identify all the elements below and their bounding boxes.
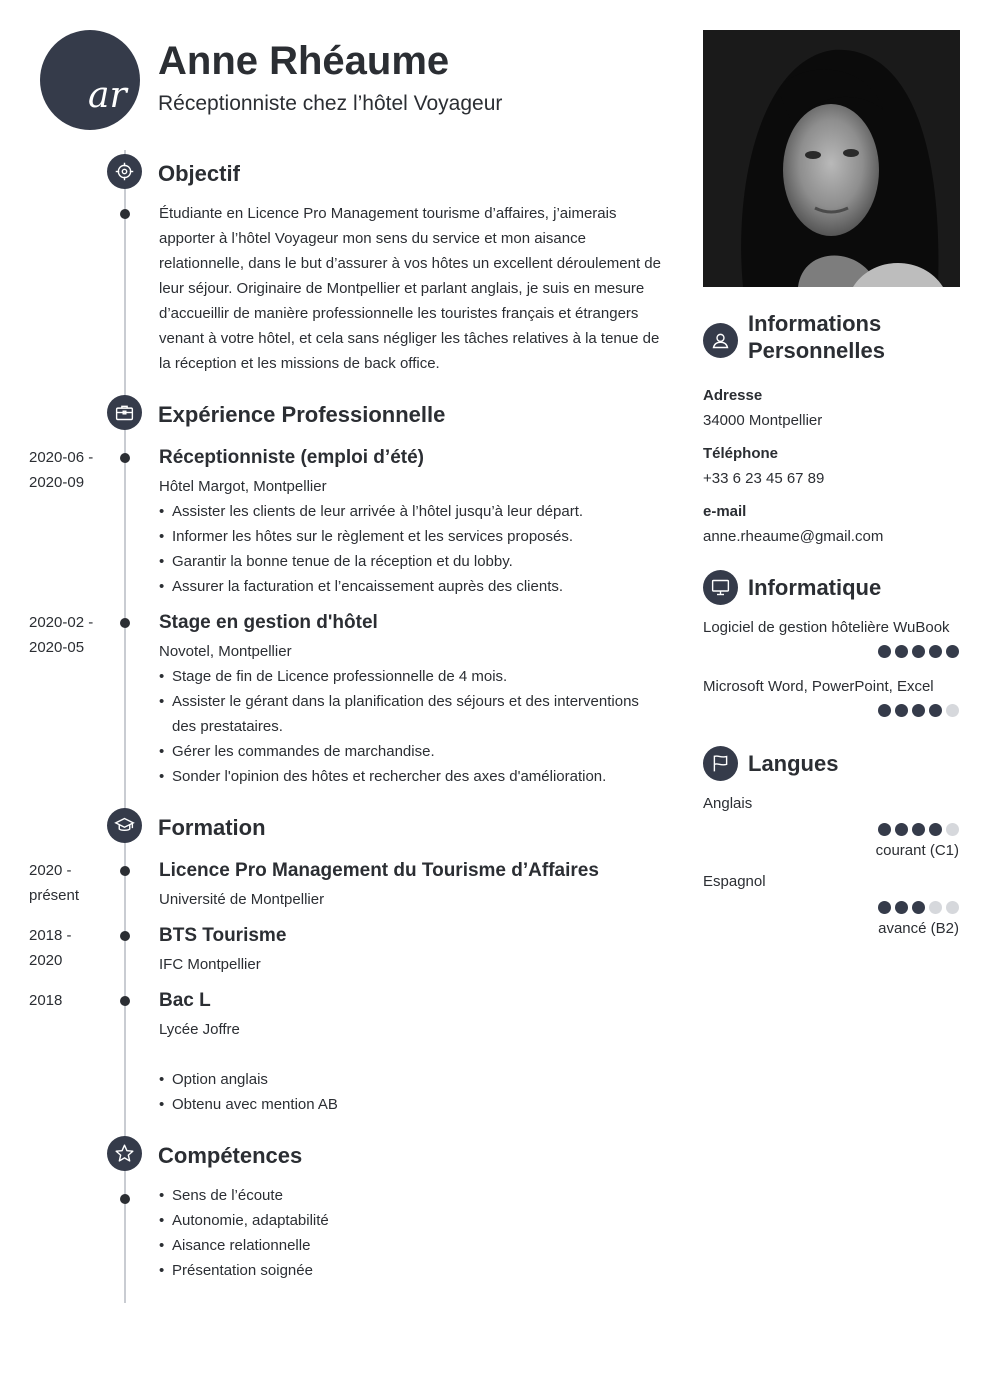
bullet-item: • Garantir la bonne tenue de la réception et du lobby.	[159, 549, 669, 574]
monogram-initials: ar	[88, 75, 127, 116]
entry-bullets	[159, 499, 669, 599]
entry-org: Hôtel Margot, Montpellier	[159, 478, 327, 495]
bullet-item: • Informer les hôtes sur le règlement et les services proposés.	[159, 524, 669, 549]
rating-dot-filled	[878, 823, 891, 836]
date-start: 2018	[29, 992, 63, 1009]
rating-dot-filled	[929, 823, 942, 836]
education-date	[29, 858, 109, 908]
rating-dot-filled	[895, 704, 908, 717]
entry-title: Licence Pro Management du Tourisme d’Affaires	[159, 860, 599, 881]
date-start: 2020-02 -	[29, 614, 94, 631]
skills-list	[159, 1183, 329, 1283]
entry-org: Novotel, Montpellier	[159, 643, 292, 660]
rating-dots	[703, 645, 959, 658]
skill-name: Microsoft Word, PowerPoint, Excel	[703, 678, 934, 695]
briefcase-icon	[107, 395, 142, 430]
job-title: Réceptionniste chez l’hôtel Voyageur	[158, 92, 503, 115]
entry-title: Réceptionniste (emploi d’été)	[159, 447, 424, 468]
experience-date	[29, 445, 109, 495]
field-label: Téléphone	[703, 445, 779, 462]
date-end: 2020-09	[29, 474, 85, 491]
rating-dot-filled	[929, 704, 942, 717]
rating-dot-filled	[878, 704, 891, 717]
skill-item: • Aisance relationnelle	[159, 1233, 329, 1258]
education-entry	[159, 858, 599, 912]
skill-item: • Présentation soignée	[159, 1258, 329, 1283]
field-label: e-mail	[703, 503, 747, 520]
section-title-education: Formation	[158, 815, 266, 840]
rating-dot-filled	[912, 901, 925, 914]
star-icon	[107, 1136, 142, 1171]
experience-entry	[159, 445, 669, 599]
entry-title: BTS Tourisme	[159, 925, 287, 946]
field-label: Adresse	[703, 387, 763, 404]
bullet-item: • Assister le gérant dans la planification des séjours et des interventions des prestataires.	[159, 689, 654, 739]
bullet-item: • Gérer les commandes de marchandise.	[159, 739, 654, 764]
timeline-dot	[120, 931, 130, 941]
rating-dot-filled	[946, 645, 959, 658]
bullet-item: • Stage de fin de Licence professionnelle de 4 mois.	[159, 664, 654, 689]
date-start: 2018 -	[29, 927, 72, 944]
field-value: 34000 Montpellier	[703, 412, 823, 429]
rating-dot-filled	[912, 645, 925, 658]
experience-entry	[159, 610, 654, 789]
bullet-item: • Sonder l'opinion des hôtes et rechercher des axes d'amélioration.	[159, 764, 654, 789]
timeline-dot	[120, 453, 130, 463]
profile-photo	[703, 30, 960, 287]
date-start: 2020 -	[29, 862, 72, 879]
experience-date	[29, 610, 109, 660]
section-title-objective: Objectif	[158, 161, 240, 186]
timeline-dot	[120, 618, 130, 628]
rating-dot-empty	[946, 901, 959, 914]
education-entry	[159, 923, 286, 977]
flag-icon	[703, 746, 738, 781]
timeline-dot	[120, 209, 130, 219]
section-title-experience: Expérience Professionnelle	[158, 402, 446, 427]
section-title-languages: Langues	[748, 751, 839, 776]
entry-title: Stage en gestion d'hôtel	[159, 612, 378, 633]
section-title-personal	[748, 309, 885, 366]
skill-item: • Sens de l’écoute	[159, 1183, 329, 1208]
section-title-skills: Compétences	[158, 1143, 303, 1168]
bullet-item: • Assister les clients de leur arrivée à l’hôtel jusqu’à leur départ.	[159, 499, 669, 524]
date-start: 2020-06 -	[29, 449, 94, 466]
section-title-computing: Informatique	[748, 575, 882, 600]
entry-org: Université de Montpellier	[159, 891, 325, 908]
timeline-dot	[120, 1194, 130, 1204]
bullet-item: • Assurer la facturation et l’encaissement auprès des clients.	[159, 574, 669, 599]
objective-text: Étudiante en Licence Pro Management tourisme d’affaires, j’aimerais apporter à l’hôtel Voyageur mon sens du service et mon aisance relationnelle, dans le but d’assurer à vos hôtes un excellent déroulement de leur séjour. Originaire de Montpellier et parlant anglais, je suis en mesure d’accueillir de manière professionnelle les touristes français et étrangers venant à votre hôtel, et cela sans négliger les tâches relatives à la tenue de la réception et les missions de back office.	[159, 205, 661, 372]
bullet-item: • Option anglais	[159, 1067, 338, 1092]
target-icon	[107, 154, 142, 189]
skill-item: • Autonomie, adaptabilité	[159, 1208, 329, 1233]
rating-dot-empty	[929, 901, 942, 914]
field-value: +33 6 23 45 67 89	[703, 470, 825, 487]
language-level: avancé (B2)	[878, 920, 959, 937]
rating-dot-filled	[895, 901, 908, 914]
skill-name: Logiciel de gestion hôtelière WuBook	[703, 619, 950, 636]
rating-dot-filled	[895, 823, 908, 836]
rating-dots	[703, 901, 959, 914]
graduation-cap-icon	[107, 808, 142, 843]
education-entry	[159, 988, 338, 1117]
date-end: présent	[29, 887, 80, 904]
rating-dot-empty	[946, 704, 959, 717]
timeline-dot	[120, 866, 130, 876]
personal-info	[703, 383, 883, 549]
education-date	[29, 923, 109, 973]
date-end: 2020-05	[29, 639, 85, 656]
monitor-icon	[703, 570, 738, 605]
timeline-dot	[120, 996, 130, 1006]
rating-dot-filled	[912, 704, 925, 717]
user-icon	[703, 323, 738, 358]
languages-list	[703, 791, 959, 941]
computing-list	[703, 615, 959, 717]
bullet-item: • Obtenu avec mention AB	[159, 1092, 338, 1117]
date-end: 2020	[29, 952, 63, 969]
rating-dot-filled	[912, 823, 925, 836]
rating-dots	[703, 704, 959, 717]
title-line: Personnelles	[748, 338, 885, 363]
entry-bullets	[159, 664, 654, 789]
rating-dot-filled	[895, 645, 908, 658]
education-date	[29, 988, 109, 1013]
language-name: Espagnol	[703, 873, 766, 890]
rating-dot-filled	[878, 645, 891, 658]
language-name: Anglais	[703, 795, 753, 812]
title-line: Informations	[748, 311, 882, 336]
rating-dots	[703, 823, 959, 836]
entry-bullets	[159, 1067, 338, 1117]
candidate-name: Anne Rhéaume	[158, 39, 450, 83]
email-value: anne.rheaume@gmail.com	[703, 528, 884, 545]
rating-dot-filled	[878, 901, 891, 914]
rating-dot-filled	[929, 645, 942, 658]
entry-org: Lycée Joffre	[159, 1021, 240, 1038]
entry-org: IFC Montpellier	[159, 956, 261, 973]
timeline-line	[124, 150, 126, 1303]
entry-title: Bac L	[159, 990, 211, 1011]
language-level: courant (C1)	[875, 842, 959, 859]
rating-dot-empty	[946, 823, 959, 836]
monogram-avatar	[40, 30, 140, 130]
